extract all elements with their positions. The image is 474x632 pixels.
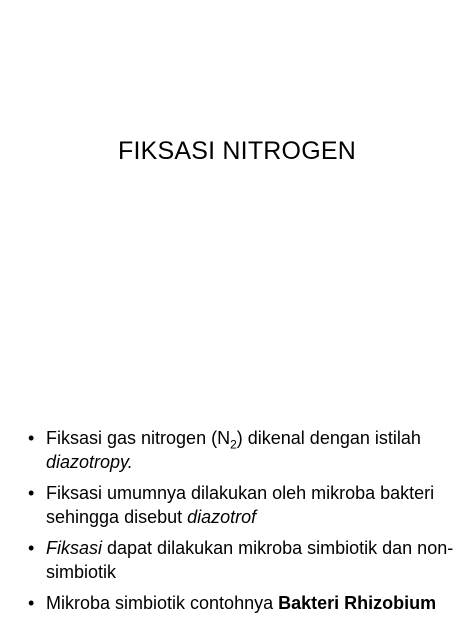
- italic-term-fiksasi: Fiksasi: [46, 538, 103, 558]
- bullet-marker: •: [28, 428, 35, 448]
- content-slide: [0, 400, 474, 632]
- bullet-marker: •: [28, 538, 35, 558]
- bullet-text-part: dapat dilakukan mikroba simbiotik dan non-simbiotik: [46, 538, 454, 582]
- bullet-item-1: [28, 426, 468, 474]
- bullet-text-part: Fiksasi umumnya dilakukan oleh mikroba bakteri sehingga disebut: [46, 483, 435, 527]
- italic-term-diazotropy: diazotropy.: [46, 452, 133, 472]
- bullet-item-4: [28, 591, 468, 615]
- bullet-item-3: [28, 536, 468, 584]
- bullet-marker: •: [28, 483, 35, 503]
- bullet-text-part: ) dikenal dengan istilah: [236, 428, 421, 448]
- italic-term-diazotrof: diazotrof: [187, 507, 257, 527]
- slide-title: FIKSASI NITROGEN: [118, 137, 356, 165]
- bullet-text-part: Mikroba simbiotik contohnya: [46, 593, 279, 613]
- subscript-2: 2: [230, 437, 237, 452]
- bullet-item-2: [28, 481, 468, 529]
- bullet-list: [28, 426, 468, 622]
- bullet-marker: •: [28, 593, 35, 613]
- bullet-text-part: Fiksasi gas nitrogen (N: [46, 428, 231, 448]
- bold-term-rhizobium: Bakteri Rhizobium: [278, 593, 437, 613]
